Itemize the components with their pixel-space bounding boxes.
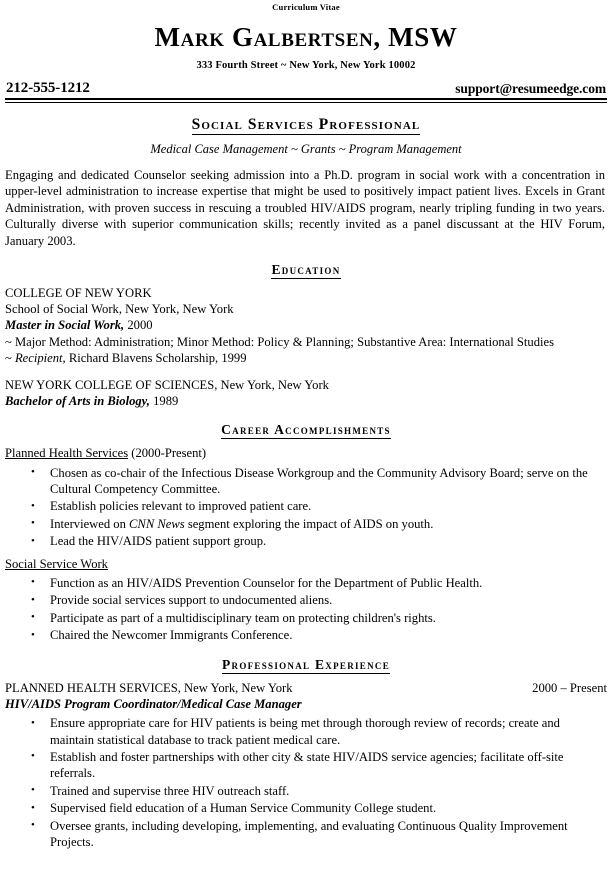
list-item: • Establish policies relevant to improved patient care. <box>5 498 607 514</box>
list-item: • Ensure appropriate care for HIV patients is being met through thorough review of records; create and maintain statistical database to track patient medical care. <box>5 715 607 748</box>
section-heading-education <box>5 261 607 279</box>
accomplishment-group-dates-1: (2000-Present) <box>128 446 207 461</box>
accomplishment-list-2 <box>5 575 607 644</box>
section-heading-accomplishments-text: Career Accomplishments <box>221 422 391 438</box>
education-detail-award-rest: Richard Blavens Scholarship, 1999 <box>65 350 247 365</box>
list-item: • Chaired the Newcomer Immigrants Conference. <box>5 627 607 643</box>
experience-employer: PLANNED HEALTH SERVICES, New York, New York <box>5 680 293 695</box>
education-degree-year-2: 1989 <box>149 394 179 409</box>
list-item <box>5 516 607 532</box>
education-entry-gap <box>5 366 607 377</box>
candidate-address: 333 Fourth Street ~ New York, New York 10002 <box>196 60 416 71</box>
list-item: • Participate as part of a multidisciplinary team on protecting children's rights. <box>5 610 607 626</box>
list-item: • Trained and supervise three HIV outreach staff. <box>5 783 607 799</box>
professional-headline <box>5 115 607 134</box>
experience-list <box>5 715 607 850</box>
education-school: COLLEGE OF NEW YORK <box>5 286 152 301</box>
section-heading-experience-text: Professional Experience <box>221 656 391 672</box>
experience-employer-row <box>5 680 607 696</box>
experience-job-title <box>5 696 607 712</box>
contact-row <box>5 80 607 97</box>
experience-job-title-text: HIV/AIDS Program Coordinator/Medical Case Manager <box>5 696 302 711</box>
italic-program-name: CNN News <box>129 516 185 531</box>
document-kicker: Curriculum Vitae <box>272 2 340 12</box>
phone-number: 212-555-1212 <box>6 80 90 96</box>
candidate-name: Mark Galbertsen, MSW <box>154 22 458 52</box>
education-detail-award-marker: ~ <box>5 350 15 365</box>
accomplishment-list-1 <box>5 465 607 550</box>
email-address: support@resumeedge.com <box>455 81 606 96</box>
summary-paragraph: Engaging and dedicated Counselor seeking admission into a Ph.D. program in social work with a concentration in upper-level administration to increase expertise that might be used to positively impact patient lives. Excels in Grant Administration, with proven success in rescuing a troubled HIV/AIDS program, nearly tripling funding in two years. Culturally diverse with superior communication skills; recently invited as a panel discussant at the HIV Forum, January 2003. <box>5 168 605 248</box>
accomplishment-group-name-2: Social Service Work <box>5 556 108 571</box>
resume-page <box>0 2 612 875</box>
list-item: • Supervised field education of a Human Service Community College student. <box>5 800 607 816</box>
education-detail-methods: ~ Major Method: Administration; Minor Method: Policy & Planning; Substantive Area: International Studies <box>5 334 554 349</box>
education-degree-year: 2000 <box>124 318 153 333</box>
education-department: School of Social Work, New York, New York <box>5 302 234 317</box>
experience-dates: 2000 – Present <box>532 680 607 695</box>
education-degree-name: Master in Social Work, <box>5 318 125 333</box>
list-item: • Lead the HIV/AIDS patient support group. <box>5 533 607 549</box>
education-detail-award <box>5 350 607 366</box>
professional-headline-text: Social Services Professional <box>191 116 421 133</box>
education-degree-name-2: Bachelor of Arts in Biology, <box>5 394 150 409</box>
section-heading-experience <box>5 656 607 674</box>
education-degree-2 <box>5 393 607 409</box>
accomplishment-group-label-2 <box>5 556 607 572</box>
accomplishment-group-name-1: Planned Health Services <box>5 446 129 461</box>
education-school-2: NEW YORK COLLEGE OF SCIENCES, New York, New York <box>5 378 329 393</box>
specialty-tagline: Medical Case Management ~ Grants ~ Program Management <box>150 142 462 156</box>
section-heading-accomplishments <box>5 421 607 439</box>
education-degree <box>5 317 607 333</box>
education-detail-award-label: Recipient, <box>14 350 66 365</box>
list-item: • Provide social services support to undocumented aliens. <box>5 592 607 608</box>
header-divider <box>5 98 607 103</box>
accomplishment-group-label-1 <box>5 445 607 461</box>
list-item: • Chosen as co-chair of the Infectious Disease Workgroup and the Community Advisory Board; serve on the Cultural Competency Committee. <box>5 465 607 498</box>
list-item: • Oversee grants, including developing, implementing, and evaluating Continuous Quality Improvement Projects. <box>5 818 607 851</box>
list-item: • Establish and foster partnerships with other city & state HIV/AIDS service agencies; facilitate off-site referrals. <box>5 749 607 782</box>
section-heading-education-text: Education <box>271 262 341 278</box>
list-item-text: Interviewed on CNN News segment exploring the impact of AIDS on youth. <box>50 516 434 531</box>
list-item: • Function as an HIV/AIDS Prevention Counselor for the Department of Public Health. <box>5 575 607 591</box>
